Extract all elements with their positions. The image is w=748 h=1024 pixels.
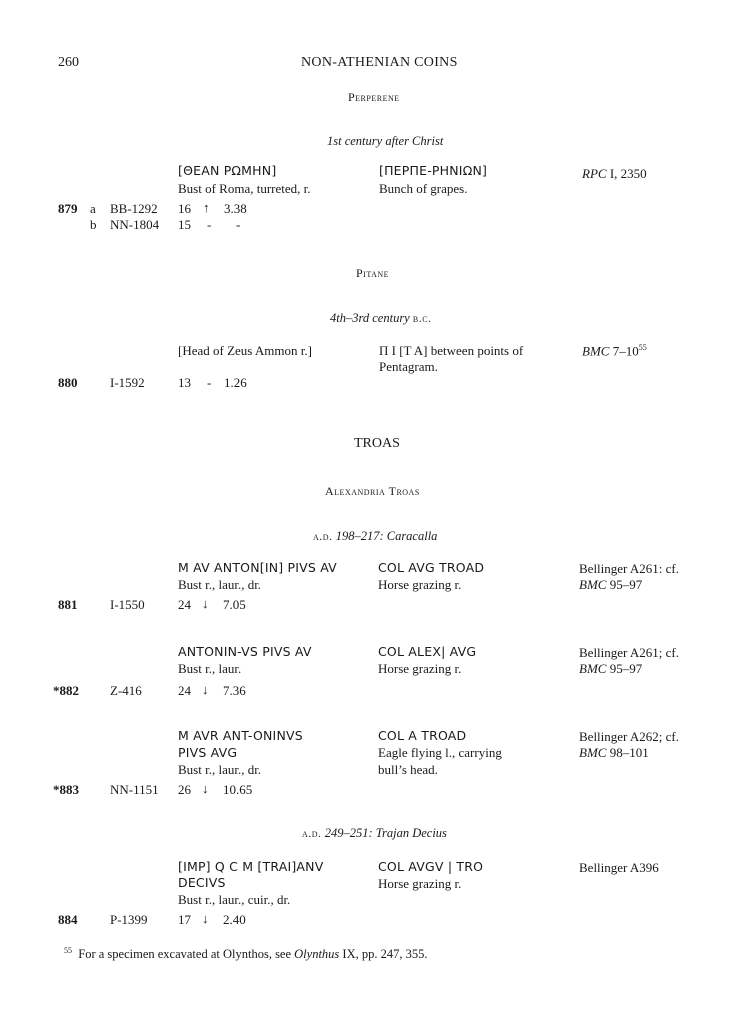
specimen-size: 24 (178, 683, 191, 698)
section-heading-pitane: Pitane (356, 266, 390, 280)
reference-italic: BMC (579, 661, 607, 676)
specimen-weight: 1.26 (224, 375, 247, 390)
footnote-italic: Olynthus (294, 947, 340, 962)
specimen-size: 13 (178, 375, 191, 390)
obverse-legend: ANTONIN-VS PIVS AV (178, 644, 312, 659)
die-axis: - (207, 217, 212, 232)
catalog-number: 879 (58, 201, 78, 216)
footnote-text-end: IX, pp. 247, 355. (339, 947, 428, 962)
obverse-description: Bust r., laur., dr. (178, 762, 262, 777)
reverse-description-cont: Pentagram. (379, 359, 438, 374)
reference-rest: I, 2350 (606, 166, 647, 181)
reference-line-2 (579, 661, 642, 677)
footnote (64, 946, 428, 962)
obverse-legend: [IMP] Q C M [TRAI]ANV (178, 859, 324, 874)
region-heading-troas: TROAS (354, 436, 400, 451)
die-axis: - (207, 375, 212, 390)
specimen-letter: a (90, 201, 96, 216)
die-axis-down-arrow-icon: ↓ (202, 596, 209, 611)
period-era: a.d. (302, 826, 322, 840)
specimen-size: 26 (178, 782, 191, 797)
obverse-legend: [ΘEAN PΩMHN] (178, 163, 277, 178)
reference-rest: 95–97 (606, 661, 643, 676)
reference-rest: 98–101 (606, 745, 649, 760)
reference-line-1: Bellinger A396 (579, 860, 659, 875)
reverse-description: Eagle flying l., carrying (378, 745, 502, 760)
die-axis-down-arrow-icon: ↓ (202, 682, 209, 697)
reference (582, 343, 647, 359)
reverse-description: Π I [T A] between points of (379, 343, 524, 358)
specimen-weight: - (236, 217, 241, 232)
reverse-legend: COL AVGV | TRO (378, 859, 484, 874)
specimen-weight: 7.36 (223, 683, 246, 698)
reverse-description: Horse grazing r. (378, 661, 462, 676)
specimen-size: 15 (178, 217, 191, 232)
specimen-size: 17 (178, 912, 191, 927)
reference-line-1: Bellinger A261: cf. (579, 561, 680, 576)
obverse-description: [Head of Zeus Ammon r.] (178, 343, 312, 358)
footnote-marker: 55 (638, 343, 647, 352)
catalog-number: *882 (53, 683, 79, 698)
reverse-description: Horse grazing r. (378, 577, 462, 592)
obverse-legend-cont: DECIVS (178, 875, 226, 890)
section-heading-alexandria-troas: Alexandria Troas (325, 484, 420, 498)
die-axis-up-arrow-icon: ↑ (203, 200, 210, 215)
reference-rest: 95–97 (606, 577, 643, 592)
reverse-description-cont: bull’s head. (378, 762, 438, 777)
running-title: NON-ATHENIAN COINS (301, 55, 458, 70)
reverse-legend: [ΠEPΠE-PHNIΩN] (379, 163, 488, 178)
specimen-weight: 2.40 (223, 912, 246, 927)
reference-line-1: Bellinger A261; cf. (579, 645, 680, 660)
obverse-description: Bust r., laur. (178, 661, 242, 676)
reverse-description: Bunch of grapes. (379, 181, 468, 196)
reverse-legend: COL AVG TROAD (378, 560, 485, 575)
specimen-letter: b (90, 217, 97, 232)
specimen-size: 16 (178, 201, 191, 216)
reverse-legend: COL ALEX| AVG (378, 644, 477, 659)
specimen-weight: 10.65 (223, 782, 253, 797)
inventory-number: Z-416 (110, 683, 142, 698)
inventory-number: NN-1804 (110, 217, 160, 232)
catalog-number: 880 (58, 375, 78, 390)
period-caracalla (313, 529, 437, 544)
inventory-number: I-1592 (110, 375, 145, 390)
inventory-number: NN-1151 (110, 782, 159, 797)
reference-italic: BMC (582, 343, 610, 359)
period-era: b.c. (412, 311, 432, 325)
period-text: 198–217: Caracalla (332, 529, 438, 543)
die-axis-down-arrow-icon: ↓ (202, 911, 209, 926)
reference-line-1: Bellinger A262; cf. (579, 729, 680, 744)
period-trajan-decius (302, 826, 447, 841)
obverse-description: Bust of Roma, turreted, r. (178, 181, 311, 196)
reference-line-2 (579, 745, 649, 761)
footnote-text: For a specimen excavated at Olynthos, see (78, 947, 295, 962)
catalog-number: 884 (58, 912, 78, 927)
catalog-number: 881 (58, 597, 78, 612)
period-text: 4th–3rd century (330, 311, 410, 325)
obverse-legend: M AV ANTON[IN] PIVS AV (178, 560, 337, 575)
inventory-number: BB-1292 (110, 201, 158, 216)
reference-rest: 7–10 (609, 343, 639, 359)
period-era: a.d. (313, 529, 333, 543)
obverse-legend-cont: PIVS AVG (178, 745, 238, 760)
catalog-number: *883 (53, 782, 79, 797)
reference-italic: BMC (579, 745, 607, 760)
reference-line-2 (579, 577, 642, 593)
period-text: 249–251: Trajan Decius (321, 826, 447, 840)
period-pitane (330, 311, 432, 326)
period-perperene: 1st century after Christ (327, 134, 444, 148)
reverse-legend: COL A TROAD (378, 728, 467, 743)
specimen-weight: 3.38 (224, 201, 247, 216)
specimen-weight: 7.05 (223, 597, 246, 612)
obverse-description: Bust r., laur., dr. (178, 577, 262, 592)
die-axis-down-arrow-icon: ↓ (202, 781, 209, 796)
footnote-number: 55 (64, 946, 72, 955)
specimen-size: 24 (178, 597, 191, 612)
obverse-description: Bust r., laur., cuir., dr. (178, 892, 291, 907)
page-number: 260 (58, 55, 79, 70)
inventory-number: I-1550 (110, 597, 145, 612)
reference-italic: RPC (582, 166, 607, 181)
section-heading-perperene: Perperene (348, 90, 400, 104)
reverse-description: Horse grazing r. (378, 876, 462, 891)
reference-italic: BMC (579, 577, 607, 592)
inventory-number: P-1399 (110, 912, 148, 927)
reference (582, 166, 647, 182)
obverse-legend: M AVR ANT-ONINVS (178, 728, 303, 743)
